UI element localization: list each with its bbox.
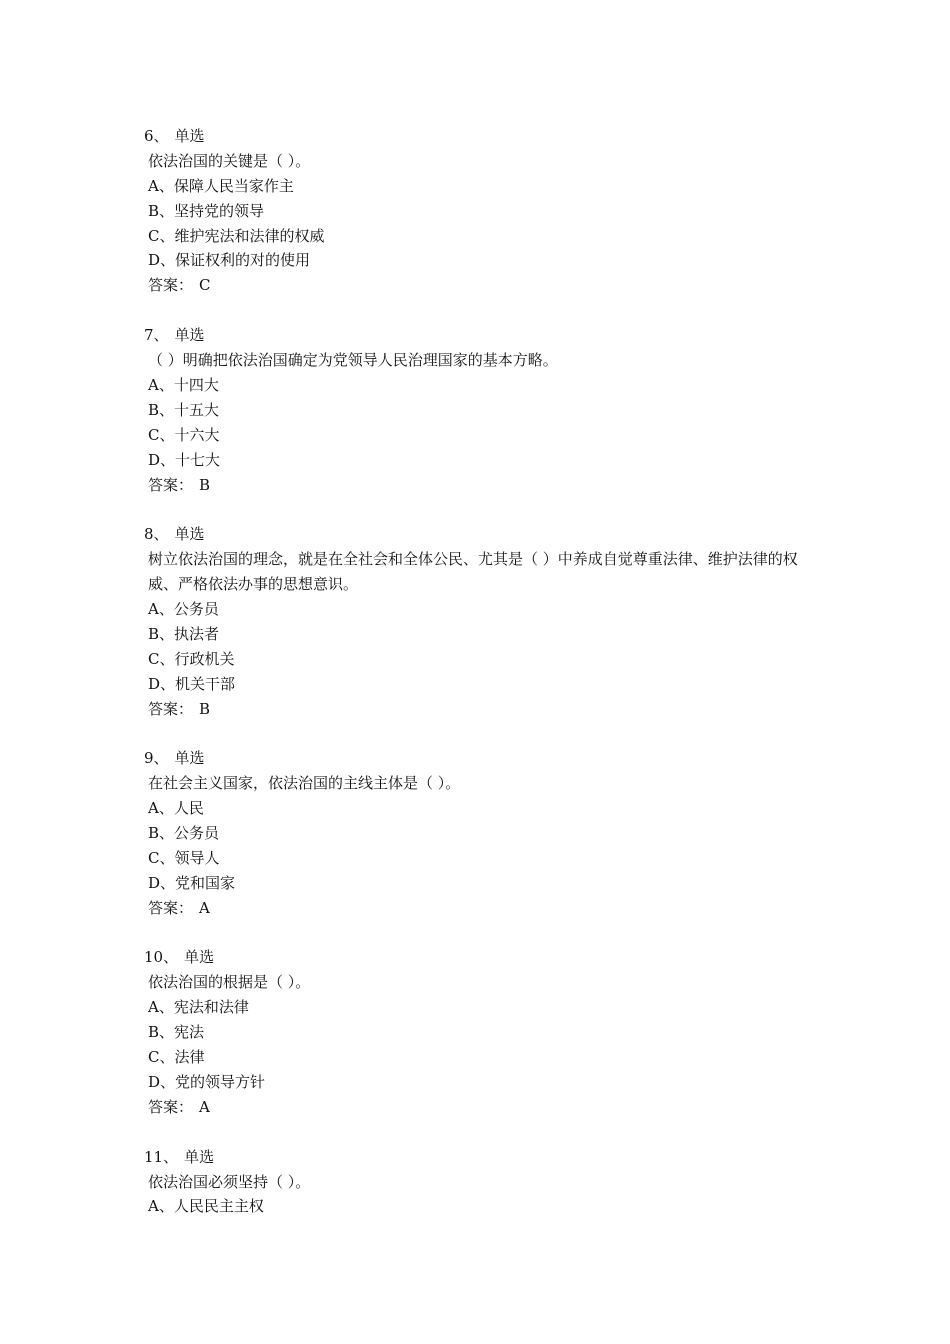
option-b: B、执法者: [148, 624, 220, 643]
answer-value: A: [199, 1097, 210, 1116]
option-c: C、十六大: [148, 425, 220, 444]
question-stem: 依法治国必须坚持（ ）。: [148, 1172, 311, 1191]
question-stem: （ ）明确把依法治国确定为党领导人民治理国家的基本方略。: [148, 351, 558, 370]
question-stem: 依法治国的根据是（ ）。: [148, 973, 311, 992]
question-type: 单选: [174, 127, 205, 145]
answer-value: B: [199, 475, 211, 494]
question-type: 单选: [174, 525, 205, 544]
question-type: 单选: [184, 1147, 215, 1166]
option-b: B、坚持党的领导: [148, 201, 265, 220]
question-stem: 在社会主义国家，依法治国的主线主体是（ ）。: [148, 774, 461, 793]
question-header: [144, 945, 824, 970]
question-stem: 树立依法治国的理念，就是在全社会和全体公民、尤其是（ ）中养成自觉尊重法律、维护法律的权威、严格依法办事的思想意识。: [148, 550, 798, 594]
question-9: [144, 746, 824, 920]
option-b: B、公务员: [148, 824, 220, 843]
question-8: [144, 522, 824, 721]
option-d: D、党的领导方针: [148, 1072, 266, 1091]
answer-label: 答案：: [148, 475, 194, 494]
answer-value: B: [199, 699, 211, 718]
option-d: D、机关干部: [148, 674, 236, 693]
option-a: A、人民民主主权: [148, 1197, 264, 1216]
answer-line: [144, 697, 824, 722]
question-7: [144, 323, 824, 497]
option-a: A、保障人民当家作主: [148, 176, 294, 195]
question-header: [144, 323, 824, 348]
answer-value: C: [199, 276, 211, 295]
question-number: 7、: [144, 326, 169, 345]
option-d: D、党和国家: [148, 873, 236, 892]
option-a: A、人民: [148, 799, 204, 818]
option-c: C、法律: [148, 1048, 205, 1067]
option-a: A、宪法和法律: [148, 998, 249, 1017]
question-number: 8、: [144, 525, 169, 544]
option-a: A、公务员: [148, 599, 219, 618]
option-d: D、保证权利的对的使用: [148, 251, 311, 270]
option-c: C、维护宪法和法律的权威: [148, 226, 325, 245]
question-type: 单选: [174, 749, 205, 768]
question-document: [144, 124, 824, 1244]
question-number: 10、: [144, 948, 179, 967]
option-c: C、领导人: [148, 848, 220, 867]
question-6: [144, 124, 824, 298]
option-b: B、宪法: [148, 1023, 205, 1042]
answer-label: 答案：: [148, 699, 194, 718]
question-number: 11、: [144, 1147, 179, 1166]
question-header: [144, 522, 824, 547]
answer-line: [144, 473, 824, 498]
question-11: [144, 1145, 824, 1220]
option-a: A、十四大: [148, 375, 219, 394]
answer-value: A: [199, 898, 210, 917]
question-stem: 依法治国的关键是（ ）。: [148, 151, 311, 170]
answer-label: 答案：: [148, 276, 194, 295]
question-header: [144, 124, 824, 149]
question-type: 单选: [174, 326, 205, 345]
question-number: 6、: [144, 127, 169, 145]
answer-label: 答案：: [148, 1097, 194, 1116]
question-header: [144, 1145, 824, 1170]
option-b: B、十五大: [148, 400, 220, 419]
question-type: 单选: [184, 948, 215, 967]
question-header: [144, 746, 824, 771]
question-10: [144, 945, 824, 1119]
option-c: C、行政机关: [148, 649, 235, 668]
answer-line: [144, 1095, 824, 1120]
answer-line: [144, 273, 824, 298]
question-number: 9、: [144, 749, 169, 768]
answer-label: 答案：: [148, 898, 194, 917]
answer-line: [144, 896, 824, 921]
option-d: D、十七大: [148, 450, 221, 469]
